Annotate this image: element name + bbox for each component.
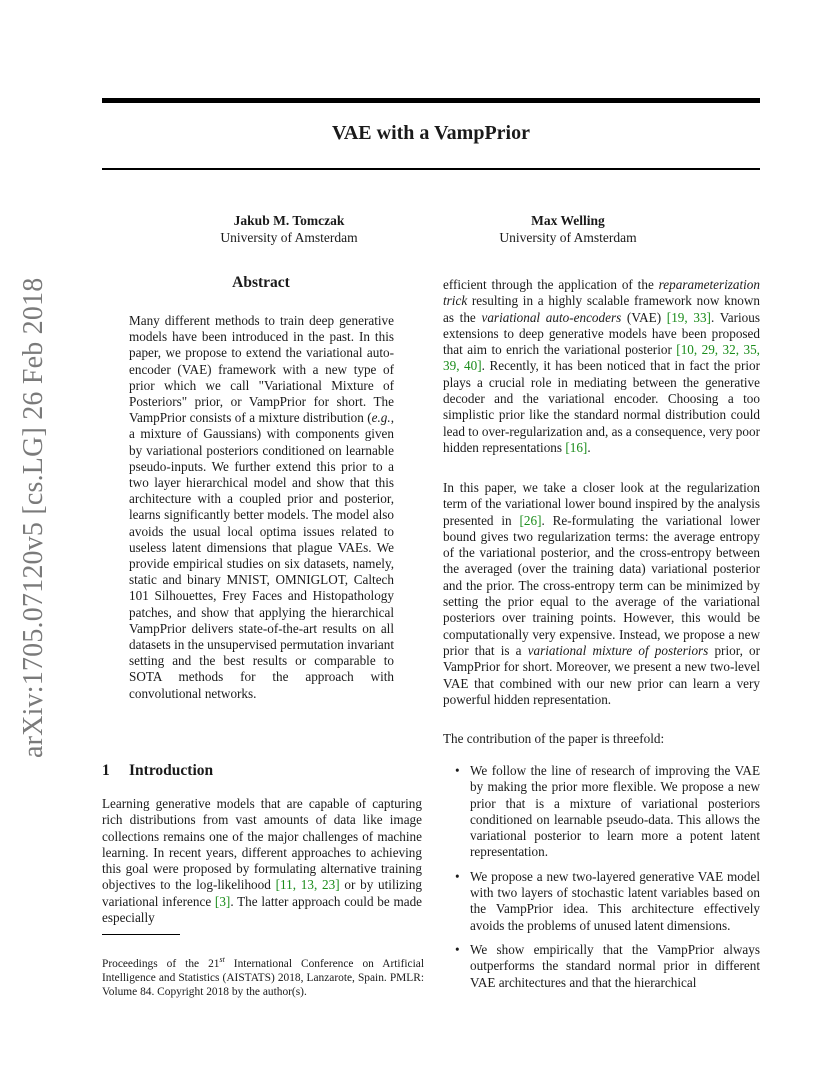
citation-link[interactable]: [19, 33] <box>666 309 711 325</box>
title-bottom-rule <box>102 168 760 170</box>
footnote-rule <box>102 934 180 935</box>
section-number: 1 <box>102 762 110 779</box>
right-column-paragraph-1: efficient through the application of the reparameterization trick resulting in a highly scalable framework now known as the variational auto-encoders (VAE) [19, 33]. Various extensions to deep generative models have been proposed that aim to enrich the variational posterior [10, 29, 32, 35, 39, 40]. Recently, it has been noticed that in fact the prior plays a crucial role in mediating between the generative decoder and the variational encoder. Choosing a too simplistic prior like the standard normal distribution could lead to over-regularization and, as a consequence, very poor hidden representations [16]. <box>443 277 760 455</box>
citation-link[interactable]: [26] <box>519 512 542 528</box>
abstract-text: Many different methods to train deep generative models have been introduced in the past. In this paper, we propose to extend the variational auto-encoder (VAE) framework with a new type of prior which we call "Variational Mixture of Posteriors" prior, or VampPrior for short. The VampPrior consists of a mixture distribution (e.g., a mixture of Gaussians) with components given by variational posteriors conditioned on learnable pseudo-inputs. We further extend this prior to a two layer hierarchical model and show that this architecture with a coupled prior and posterior, learns significantly better models. The model also avoids the usual local optima issues related to useless latent dimensions that plague VAEs. We provide empirical studies on six datasets, namely, static and binary MNIST, OMNIGLOT, Caltech 101 Silhouettes, Frey Faces and Histopathology patches, and show that applying the hierarchical VampPrior delivers state-of-the-art results on all datasets in the unsupervised permutation invariant setting and the best results or comparable to SOTA methods for the approach with convolutional networks. <box>129 313 394 701</box>
citation-link[interactable]: [16] <box>565 439 588 455</box>
paper-title: VAE with a VampPrior <box>332 122 530 144</box>
bullet-icon: • <box>455 868 460 884</box>
author-name: Max Welling <box>531 213 605 228</box>
list-item: • We follow the line of research of improving the VAE by making the prior more flexible. We propose a new prior that is a mixture of variational posteriors conditioned on learnable pseudo-data. This allows the variational posterior to learn more a potent latent representation. <box>455 763 760 860</box>
right-column-paragraph-2: In this paper, we take a closer look at the regularization term of the variational lower bound inspired by the analysis presented in [26]. Re-formulating the variational lower bound gives two regularization terms: the average entropy of the variational posterior, and the cross-entropy between the averaged (over the training data) variational posterior and the prior. The cross-entropy term can be minimized by setting the prior equal to the average of the variational posteriors over training points. However, this would be computationally very expensive. Instead, we propose a new prior that is a variational mixture of posteriors prior, or VampPrior for short. Moreover, we present a new two-level VAE that combined with our new prior can learn a very powerful hidden representation. <box>443 480 761 707</box>
citation-link[interactable]: [10, 29, 32, 35, 39, 40] <box>443 342 760 374</box>
author-block-2 <box>458 212 678 246</box>
author-block-1 <box>179 212 399 246</box>
list-item: • We show empirically that the VampPrior always outperforms the standard normal prior in different VAE architectures and that the hierarchical <box>455 941 760 990</box>
citation-link[interactable]: [3] <box>214 893 231 909</box>
list-item: • We propose a new two-layered generative VAE model with two layers of stochastic latent variables based on the VampPrior idea. This architecture effectively avoids the problems of unused latent dimensions. <box>455 868 760 933</box>
author-affiliation: University of Amsterdam <box>499 230 637 245</box>
bullet-icon: • <box>455 941 460 957</box>
right-column-paragraph-3: The contribution of the paper is threefold: <box>443 731 665 746</box>
section-heading-introduction <box>102 762 213 780</box>
bullet-icon: • <box>455 763 460 778</box>
arxiv-identifier: arXiv:1705.07120v5 [cs.LG] 26 Feb 2018 <box>18 277 49 758</box>
section-title: Introduction <box>129 762 214 779</box>
title-top-rule <box>102 98 760 103</box>
footnote-proceedings: Proceedings of the 21st International Conference on Artificial Intelligence and Statistics (AISTATS) 2018, Lanzarote, Spain. PMLR: Volume 84. Copyright 2018 by the author(s). <box>102 955 424 998</box>
author-affiliation: University of Amsterdam <box>220 230 358 245</box>
author-name: Jakub M. Tomczak <box>233 213 345 228</box>
introduction-paragraph: Learning generative models that are capable of capturing rich distributions from vast amounts of data like image collections remains one of the major challenges of machine learning. In recent years, different approaches to achieving this goal were proposed by formulating alternative training objectives to the log-likelihood [11, 13, 23] or by utilizing variational inference [3]. The latter approach could be made especially <box>102 796 423 926</box>
contribution-list <box>443 763 760 999</box>
abstract-heading: Abstract <box>232 274 290 291</box>
citation-link[interactable]: [11, 13, 23] <box>275 877 340 893</box>
